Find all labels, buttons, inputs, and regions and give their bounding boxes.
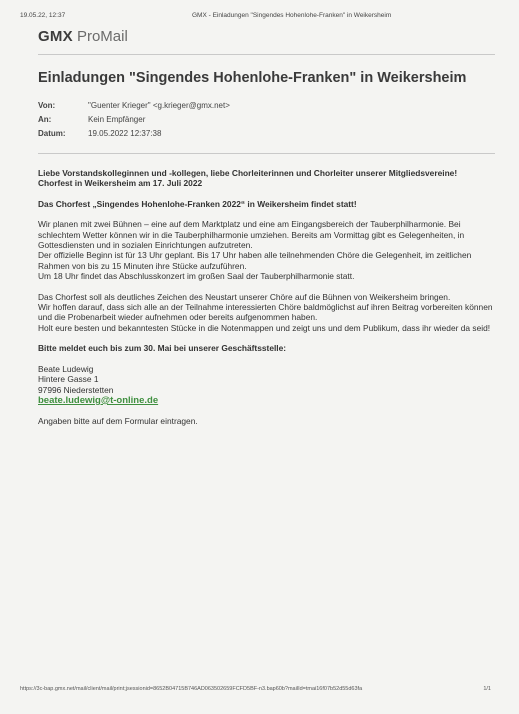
contact-street: Hintere Gasse 1 xyxy=(38,374,99,385)
gmx-promail-logo xyxy=(38,28,128,45)
logo-brand: GMX xyxy=(38,28,73,45)
closing-text: Angaben bitte auf dem Formular eintragen. xyxy=(38,416,198,427)
contact-name: Beate Ludewig xyxy=(38,363,94,374)
to-label: An: xyxy=(38,115,52,124)
from-value: "Guenter Krieger" <g.krieger@gmx.net> xyxy=(88,101,230,110)
deadline-text: Bitte meldet euch bis zum 30. Mai bei unserer Geschäftsstelle: xyxy=(38,343,287,354)
email-subject: Einladungen "Singendes Hohenlohe-Franken" in Weikersheim xyxy=(38,70,467,86)
paragraph-hope: Wir hoffen darauf, dass sich alle an der Teilnahme interessierten Chöre baldmöglichst auf ihren Beitrag vorbereiten können und die Probenarbeit wieder aufnehmen oder bereits aufgenommen haben. xyxy=(38,302,493,323)
headline-text: Chorfest in Weikersheim am 17. Juli 2022 xyxy=(38,178,203,189)
date-value: 19.05.2022 12:37:38 xyxy=(88,129,162,138)
announcement-text: Das Chorfest „Singendes Hohenlohe-Franken 2022“ in Weikersheim findet statt! xyxy=(38,198,357,209)
to-value: Kein Empfänger xyxy=(88,115,146,124)
contact-email-link[interactable]: beate.ludewig@t-online.de xyxy=(38,394,159,406)
meta-divider xyxy=(38,153,495,154)
contact-city: 97996 Niederstetten xyxy=(38,384,114,395)
paragraph-restart: Das Chorfest soll als deutliches Zeichen des Neustart unserer Chöre auf die Bühnen von Weikersheim bringen. xyxy=(38,291,451,302)
paragraph-schedule: Der offizielle Beginn ist für 13 Uhr geplant. Bis 17 Uhr haben alle teilnehmenden Chöre die Gelegenheit, im zeitlichen Rahmen von bis zu 15 Minuten ihre Stücke aufzuführen. xyxy=(38,250,472,271)
print-title: GMX - Einladungen "Singendes Hohenlohe-Franken" in Weikersheim xyxy=(192,12,392,19)
paragraph-stages: Wir planen mit zwei Bühnen – eine auf dem Marktplatz und eine am Eingangsbereich der Tauberphilharmonie. Bei schlechtem Wetter können wir in die Tauberphilharmonie umziehen. Bereits am Vormittag gibt es Gelegenheiten, in Gottesdiensten und in sozialen Einrichtungen aufzutreten. xyxy=(38,219,465,251)
paragraph-repertoire: Holt eure besten und bekanntesten Stücke in die Notenmappen und zeigt uns und dem Publikum, dass ihr wieder da seid! xyxy=(38,322,491,333)
footer-url: https://3c-bap.gmx.net/mail/client/mail/print;jsessionid=8652B04715B746AD063502659FCFD5BF-n3.bap60b?mailId=tmai16f07b52d55d63fa xyxy=(20,686,363,692)
paragraph-concert: Um 18 Uhr findet das Abschlusskonzert im großen Saal der Tauberphilharmonie statt. xyxy=(38,271,355,282)
print-date: 19.05.22, 12:37 xyxy=(20,12,66,19)
from-label: Von: xyxy=(38,101,56,110)
email-body xyxy=(38,168,493,437)
greeting-text: Liebe Vorstandskolleginnen und -kollegen, liebe Chorleiterinnen und Chorleiter unserer Mitgliedsvereine! xyxy=(38,168,458,178)
header-divider xyxy=(38,54,495,55)
logo-product: ProMail xyxy=(76,28,128,45)
date-label: Datum: xyxy=(38,129,66,138)
page-number: 1/1 xyxy=(483,686,491,692)
